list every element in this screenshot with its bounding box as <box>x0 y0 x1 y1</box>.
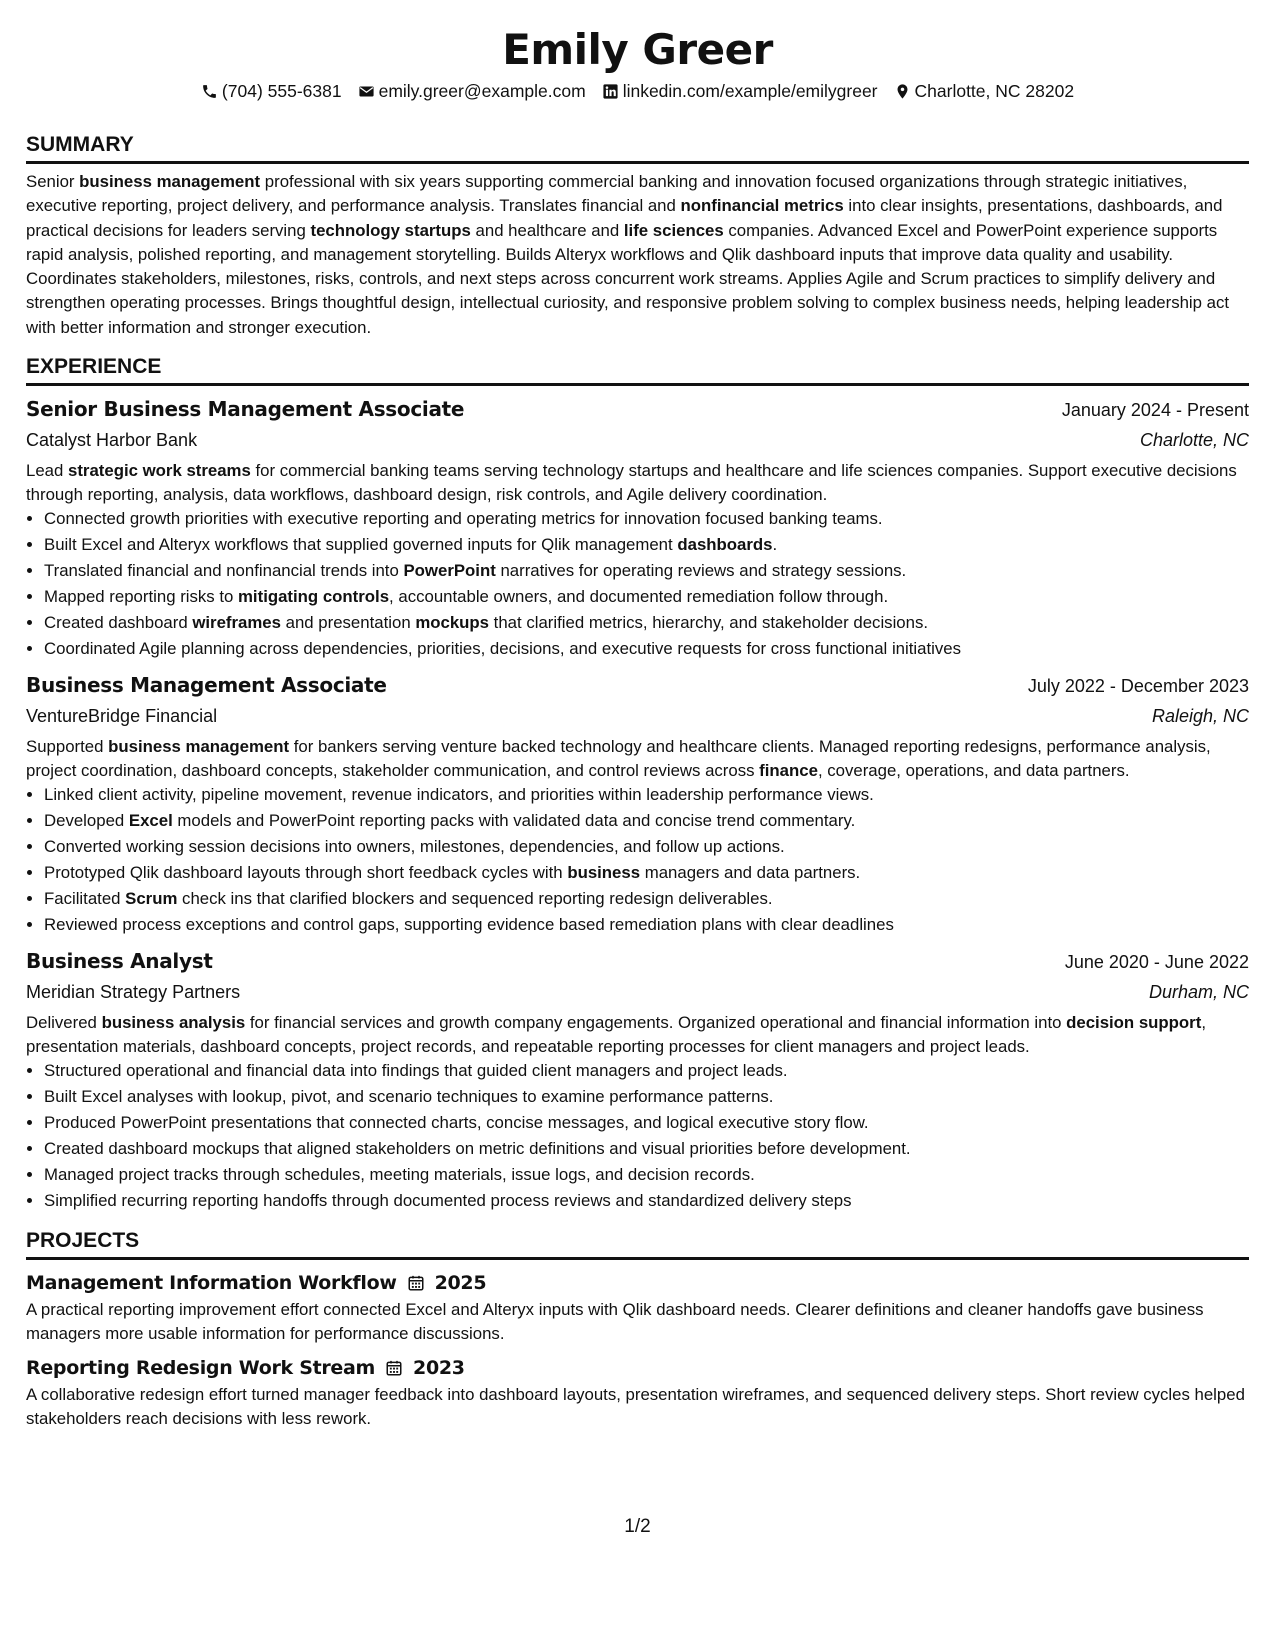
bold-keyword: business <box>567 863 641 883</box>
bold-keyword: business management <box>79 172 261 191</box>
bullet-item <box>44 886 1249 912</box>
phone-icon <box>201 83 218 100</box>
text-segment: for financial services and growth company engagements. Organized operational and financial information into <box>245 1013 1067 1033</box>
text-segment: for commercial banking teams serving technology startups and healthcare and life sciences companies. Support executive decisions through reporting, analysis, data workflows, dashboard design, risk controls, and Agile delivery coordination. <box>26 461 1237 504</box>
bullet-item <box>44 860 1249 886</box>
text-segment: , accountable owners, and documented remediation follow through. <box>389 587 889 607</box>
bold-keyword: decision support <box>1066 1013 1202 1033</box>
contact-email[interactable] <box>358 78 586 104</box>
project-title: Management Information Workflow <box>26 1272 397 1295</box>
job-title: Business Analyst <box>26 949 213 974</box>
job-dates: June 2020 - June 2022 <box>1064 952 1249 973</box>
bullet-item <box>44 558 1249 584</box>
job-entry <box>26 670 1249 938</box>
phone-text: (704) 555-6381 <box>221 81 342 101</box>
job-header-row <box>26 670 1249 701</box>
project-year: 2023 <box>413 1357 465 1380</box>
job-summary <box>26 459 1249 506</box>
summary-heading: SUMMARY <box>26 132 1249 164</box>
text-segment: Supported <box>26 737 109 757</box>
text-segment: Built Excel analyses with lookup, pivot, and scenario techniques to examine performance patterns. <box>44 1087 774 1107</box>
summary-text <box>26 170 1249 340</box>
text-segment: that clarified metrics, hierarchy, and stakeholder decisions. <box>489 613 929 633</box>
text-segment: Structured operational and financial data into findings that guided client managers and project leads. <box>44 1061 788 1081</box>
contact-phone <box>201 78 342 104</box>
bold-keyword: Scrum <box>125 889 178 909</box>
text-segment: Created dashboard mockups that aligned stakeholders on metric definitions and visual priorities before development. <box>44 1139 911 1159</box>
bullet-item <box>44 506 1249 532</box>
text-segment: Coordinated Agile planning across dependencies, priorities, decisions, and executive requests for cross functional initiatives <box>44 639 961 659</box>
text-segment: Linked client activity, pipeline movement, revenue indicators, and priorities within leadership performance views. <box>44 785 874 805</box>
linkedin-icon <box>602 83 619 100</box>
project-header <box>26 1268 1249 1298</box>
bold-keyword: Excel <box>128 811 173 831</box>
linkedin-text: linkedin.com/example/emilygreer <box>622 81 878 101</box>
job-dates: July 2022 - December 2023 <box>1027 676 1249 697</box>
job-company: Meridian Strategy Partners <box>26 982 241 1003</box>
job-location: Charlotte, NC <box>1139 430 1249 451</box>
project-entry <box>26 1268 1249 1345</box>
experience-heading: EXPERIENCE <box>26 354 1249 386</box>
job-header-row <box>26 394 1249 425</box>
page-number: 1/2 <box>624 1516 651 1537</box>
email-text: emily.greer@example.com <box>378 81 586 101</box>
bullet-item <box>44 834 1249 860</box>
text-segment: managers and data partners. <box>640 863 861 883</box>
bold-keyword: finance <box>759 760 818 780</box>
bullet-item <box>44 532 1249 558</box>
contact-bar <box>26 78 1249 104</box>
job-title: Business Management Associate <box>26 673 387 698</box>
text-segment: and presentation <box>280 613 416 633</box>
text-segment: narratives for operating reviews and strategy sessions. <box>495 561 907 581</box>
job-company: VentureBridge Financial <box>26 706 218 727</box>
text-segment: Managed project tracks through schedules, meeting materials, issue logs, and decision records. <box>44 1165 755 1185</box>
calendar-icon <box>385 1359 403 1377</box>
text-segment: professional with six years supporting commercial banking and innovation focused organizations through strategic initiatives, executive reporting, project delivery, and performance analysis. Translates financial and <box>26 172 1188 216</box>
bullet-item <box>44 1110 1249 1136</box>
project-title: Reporting Redesign Work Stream <box>26 1357 376 1380</box>
job-header-row <box>26 946 1249 977</box>
job-entry <box>26 394 1249 662</box>
contact-linkedin[interactable] <box>602 78 878 104</box>
envelope-icon <box>358 83 375 100</box>
bold-keyword: business management <box>108 737 290 757</box>
job-entry <box>26 946 1249 1214</box>
bold-keyword: mitigating controls <box>238 587 390 607</box>
job-location: Raleigh, NC <box>1151 706 1249 727</box>
text-segment: Built Excel and Alteryx workflows that supplied governed inputs for Qlik management <box>44 535 678 555</box>
projects-heading: PROJECTS <box>26 1228 1249 1260</box>
bullet-item <box>44 610 1249 636</box>
project-year: 2025 <box>434 1272 487 1295</box>
bold-keyword: wireframes <box>192 613 281 633</box>
text-segment: for bankers serving venture backed technology and healthcare clients. Managed reporting redesigns, performance analysis, project coordination, dashboard concepts, stakeholder communication, and control reviews across <box>26 737 1211 780</box>
text-segment: , presentation materials, dashboard concepts, project records, and repeatable reporting processes for client managers and project leads. <box>26 1013 1206 1056</box>
text-segment: Produced PowerPoint presentations that connected charts, concise messages, and logical executive story flow. <box>44 1113 869 1133</box>
job-company-row <box>26 701 1249 731</box>
bullet-item <box>44 1188 1249 1214</box>
text-segment: Mapped reporting risks to <box>44 587 239 607</box>
text-segment: Lead <box>26 461 68 481</box>
text-segment: Developed <box>44 811 129 831</box>
bold-keyword: life sciences <box>623 220 724 240</box>
text-segment: . <box>772 535 778 555</box>
contact-location <box>894 78 1075 104</box>
bullet-item <box>44 1136 1249 1162</box>
bullet-item <box>44 1058 1249 1084</box>
text-segment: models and PowerPoint reporting packs with validated data and concise trend commentary. <box>172 811 856 831</box>
text-segment: Prototyped Qlik dashboard layouts through short feedback cycles with <box>44 863 568 883</box>
project-entry <box>26 1353 1249 1430</box>
bold-keyword: dashboards <box>677 535 773 555</box>
bold-keyword: technology startups <box>310 220 471 240</box>
job-bullets <box>26 1058 1249 1214</box>
bullet-item <box>44 636 1249 662</box>
text-segment: Created dashboard <box>44 613 193 633</box>
job-company-row <box>26 977 1249 1007</box>
bold-keyword: PowerPoint <box>403 561 496 581</box>
job-company-row <box>26 425 1249 455</box>
job-location: Durham, NC <box>1148 982 1249 1003</box>
text-segment: , coverage, operations, and data partners. <box>817 760 1130 780</box>
calendar-icon-wrap <box>385 1359 403 1377</box>
bold-keyword: nonfinancial metrics <box>680 196 844 216</box>
resume-page <box>26 20 1249 1430</box>
text-segment: Simplified recurring reporting handoffs through documented process reviews and standardized delivery steps <box>44 1191 852 1211</box>
text-segment: into clear insights, presentations, dashboards, and practical decisions for leaders serving <box>26 196 1223 240</box>
job-summary <box>26 1011 1249 1058</box>
bullet-item <box>44 782 1249 808</box>
location-text: Charlotte, NC 28202 <box>914 81 1075 101</box>
projects-list <box>26 1268 1249 1430</box>
project-description: A collaborative redesign effort turned manager feedback into dashboard layouts, presentation wireframes, and sequenced delivery steps. Short review cycles helped stakeholders reach decisions with less rework. <box>26 1385 1245 1428</box>
bold-keyword: business analysis <box>101 1013 246 1033</box>
candidate-name: Emily Greer <box>502 25 773 74</box>
text-segment: and healthcare and <box>470 220 624 240</box>
text-segment: Reviewed process exceptions and control gaps, supporting evidence based remediation plans with clear deadlines <box>44 915 894 935</box>
calendar-icon <box>407 1274 425 1292</box>
job-bullets <box>26 506 1249 662</box>
text-segment: Facilitated <box>44 889 126 909</box>
experience-list <box>26 394 1249 1214</box>
bullet-item <box>44 912 1249 938</box>
text-segment: Translated financial and nonfinancial trends into <box>44 561 404 581</box>
bold-keyword: strategic work streams <box>68 461 251 481</box>
job-company: Catalyst Harbor Bank <box>26 430 198 451</box>
text-segment: Delivered <box>26 1013 102 1033</box>
map-pin-icon <box>894 83 911 100</box>
bullet-item <box>44 584 1249 610</box>
job-bullets <box>26 782 1249 938</box>
job-title: Senior Business Management Associate <box>26 397 465 422</box>
bullet-item <box>44 808 1249 834</box>
job-summary <box>26 735 1249 782</box>
text-segment: check ins that clarified blockers and sequenced reporting redesign deliverables. <box>177 889 773 909</box>
bullet-item <box>44 1162 1249 1188</box>
project-description: A practical reporting improvement effort connected Excel and Alteryx inputs with Qlik dashboard needs. Clearer definitions and cleaner handoffs gave business managers more usable information for performance discussions. <box>26 1300 1204 1343</box>
bold-keyword: mockups <box>415 613 490 633</box>
text-segment: Converted working session decisions into owners, milestones, dependencies, and follow up actions. <box>44 837 785 857</box>
text-segment: Senior <box>26 172 80 191</box>
text-segment: companies. Advanced Excel and PowerPoint experience supports rapid analysis, polished reporting, and management storytelling. Builds Alteryx workflows and Qlik dashboard inputs that improve data quality and usability. Coordinates stakeholders, milestones, risks, controls, and next steps across concurrent work streams. Applies Agile and Scrum practices to simplify delivery and strengthen operating processes. Brings thoughtful design, intellectual curiosity, and responsive problem solving to complex business needs, helping leadership act with better information and stronger execution. <box>26 220 1230 337</box>
calendar-icon-wrap <box>407 1274 425 1292</box>
bullet-item <box>44 1084 1249 1110</box>
text-segment: Connected growth priorities with executive reporting and operating metrics for innovation focused banking teams. <box>44 509 883 529</box>
project-header <box>26 1353 1249 1383</box>
job-dates: January 2024 - Present <box>1061 400 1249 421</box>
